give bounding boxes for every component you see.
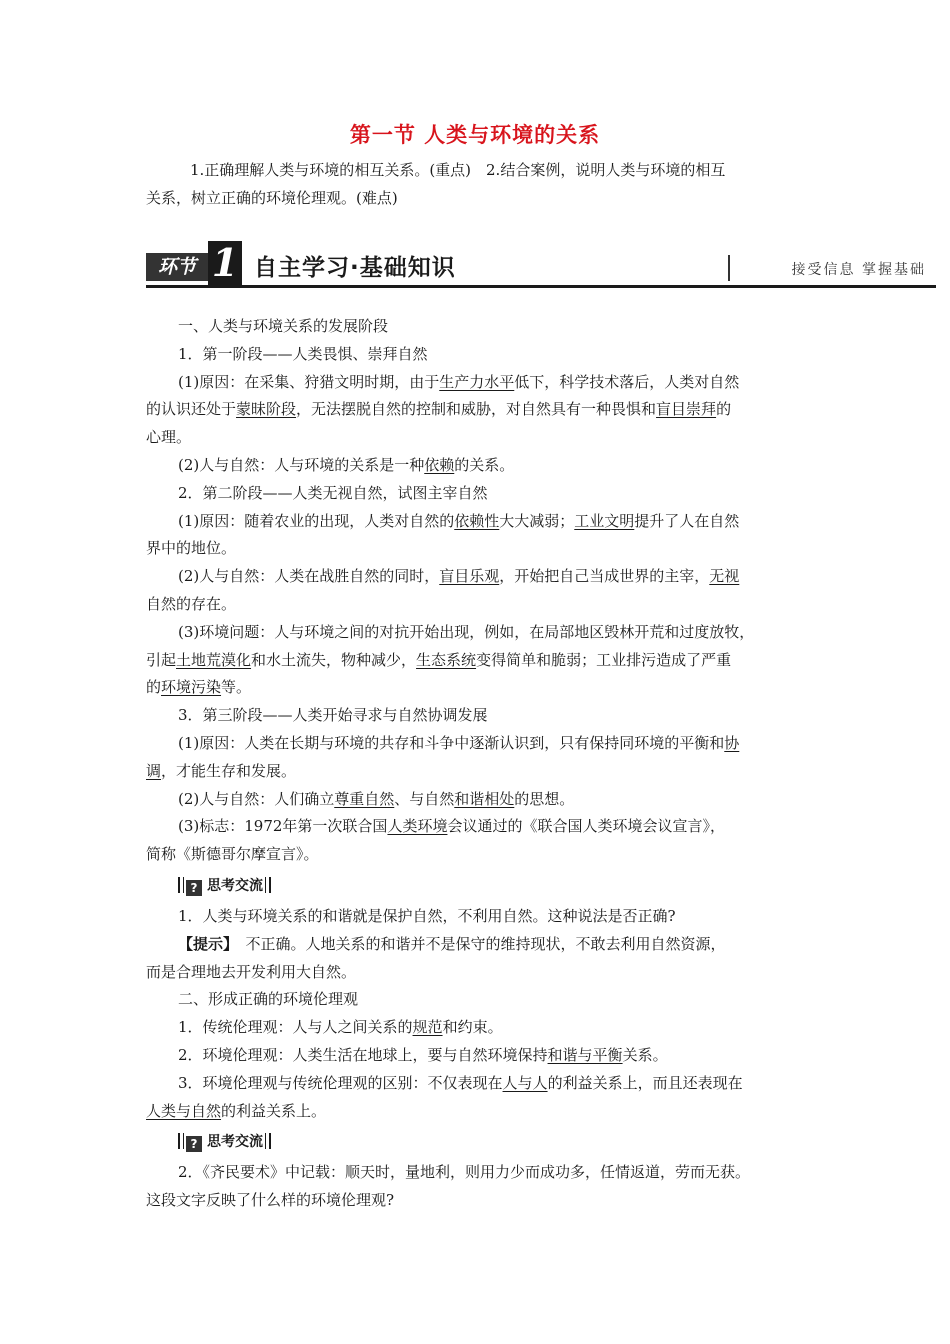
blank-answer: 和谐与平衡 [547, 1045, 623, 1064]
banner-divider [728, 255, 730, 281]
paragraph: 引起土地荒漠化和水土流失，物种减少，生态系统变得简单和脆弱；工业排污造成了严重 [146, 650, 732, 669]
banner-rule [146, 285, 936, 288]
paragraph: (3)标志：1972年第一次联合国人类环境会议通过的《联合国人类环境会议宣言》， [178, 817, 725, 836]
paragraph: (2)人与自然：人类在战胜自然的同时，盲目乐观，开始把自己当成世界的主宰，无视 [178, 567, 740, 586]
think-box-header [146, 1125, 814, 1159]
stage-3-heading: 3．第三阶段——人类开始寻求与自然协调发展 [178, 706, 488, 725]
blank-answer: 规范 [412, 1018, 443, 1037]
bracket-right-icon [265, 1133, 271, 1149]
paragraph: (1)原因：在采集、狩猎文明时期，由于生产力水平低下，科学技术落后，人类对自然 [178, 372, 740, 391]
banner-number: 1 [208, 241, 242, 285]
paragraph: 3．环境伦理观与传统伦理观的区别：不仅表现在人与人的利益关系上，而且还表现在 [178, 1073, 743, 1092]
blank-answer: 依赖 [424, 455, 455, 474]
goals-line-2: 关系，树立正确的环境伦理观。(难点) [146, 189, 398, 207]
paragraph: 自然的存在。 [146, 594, 237, 613]
banner-tag: 环节 [146, 253, 208, 281]
question-icon: ? [186, 1136, 202, 1152]
section-banner [146, 241, 936, 291]
blank-answer: 土地荒漠化 [176, 650, 252, 669]
think-box-header [146, 869, 814, 903]
hint-label: 【提示】 [178, 934, 231, 953]
blank-answer: 工业文明 [574, 511, 635, 530]
paragraph: (1)原因：随着农业的出现，人类对自然的依赖性大大减弱；工业文明提升了人在自然 [178, 511, 740, 530]
goals-line-1: 1.正确理解人类与环境的相互关系。(重点) 2.结合案例，说明人类与环境的相互 [190, 161, 726, 179]
bracket-left-icon [178, 877, 184, 893]
blank-answer: 人类环境 [387, 817, 448, 836]
paragraph: 人类与自然的利益关系上。 [146, 1101, 327, 1120]
section-title: 自主学习·基础知识 [254, 255, 456, 281]
think-question-cont: 这段文字反映了什么样的环境伦理观? [146, 1191, 395, 1210]
think-question: 1．人类与环境关系的和谐就是保护自然，不利用自然。这种说法是否正确? [178, 906, 676, 925]
paragraph: 简称《斯德哥尔摩宣言》。 [146, 845, 319, 864]
heading-1: 一、人类与环境关系的发展阶段 [178, 317, 389, 335]
blank-answer: 生产力水平 [439, 372, 515, 391]
blank-answer: 依赖性 [454, 511, 500, 530]
paragraph: 的认识还处于蒙昧阶段，无法摆脱自然的控制和威胁，对自然具有一种畏惧和盲目崇拜的 [146, 400, 732, 419]
paragraph: 界中的地位。 [146, 539, 237, 558]
hint-cont: 而是合理地去开发利用大自然。 [146, 962, 357, 981]
blank-answer: 尊重自然 [334, 789, 395, 808]
page-title: 第一节 人类与环境的关系 [349, 123, 601, 147]
blank-answer: 人类与自然 [146, 1101, 222, 1120]
blank-answer: 蒙昧阶段 [236, 400, 297, 419]
paragraph: 1．传统伦理观：人与人之间关系的规范和约束。 [178, 1018, 503, 1037]
paragraph: (3)环境问题：人与环境之间的对抗开始出现，例如，在局部地区毁林开荒和过度放牧， [178, 622, 755, 641]
stage-1-heading: 1．第一阶段——人类畏惧、崇拜自然 [178, 344, 428, 363]
paragraph: 心理。 [146, 428, 192, 447]
blank-answer: 调 [146, 761, 162, 780]
blank-answer: 盲目乐观 [439, 567, 500, 586]
paragraph: 2．环境伦理观：人类生活在地球上，要与自然环境保持和谐与平衡关系。 [178, 1045, 668, 1064]
paragraph: (2)人与自然：人们确立尊重自然、与自然和谐相处的思想。 [178, 789, 575, 808]
stage-2-heading: 2．第二阶段——人类无视自然，试图主宰自然 [178, 483, 488, 502]
blank-answer: 和谐相处 [454, 789, 515, 808]
paragraph: 的环境污染等。 [146, 678, 252, 697]
blank-answer: 无视 [709, 567, 740, 586]
document-body [146, 313, 814, 1215]
learning-goals [146, 156, 814, 212]
think-label: ? 思考交流 [178, 876, 271, 896]
question-icon: ? [186, 880, 202, 896]
hint: 【提示】 不正确。人地关系的和谐并不是保守的维持现状，不敢去利用自然资源， [178, 934, 726, 953]
paragraph: (2)人与自然：人与环境的关系是一种依赖的关系。 [178, 455, 515, 474]
heading-2: 二、形成正确的环境伦理观 [178, 990, 359, 1009]
blank-answer: 盲目崇拜 [656, 400, 717, 419]
blank-answer: 生态系统 [416, 650, 477, 669]
paragraph: 调，才能生存和发展。 [146, 761, 297, 780]
paragraph: (1)原因：人类在长期与环境的共存和斗争中逐渐认识到，只有保持同环境的平衡和协 [178, 733, 740, 752]
banner-tagline: 接受信息 掌握基础 [791, 262, 926, 278]
blank-answer: 环境污染 [161, 678, 222, 697]
blank-answer: 人与人 [502, 1073, 548, 1092]
think-label: ? 思考交流 [178, 1132, 271, 1152]
blank-answer: 协 [724, 733, 740, 752]
bracket-right-icon [265, 877, 271, 893]
think-question: 2．《齐民要术》中记载：顺天时，量地利，则用力少而成功多，任情返道，劳而无获。 [178, 1163, 751, 1182]
bracket-left-icon [178, 1133, 184, 1149]
